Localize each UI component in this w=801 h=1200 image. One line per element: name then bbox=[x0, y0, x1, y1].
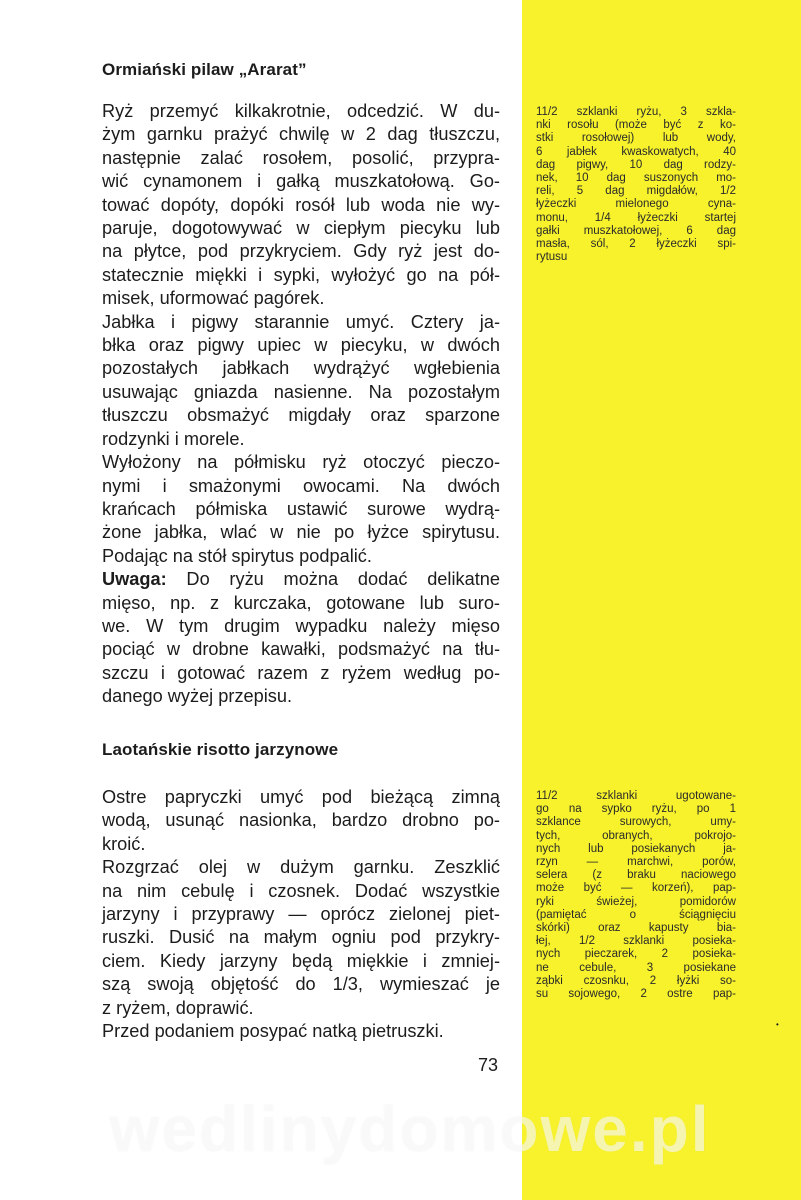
ingredient-line: selera (z braku naciowego bbox=[536, 869, 736, 882]
ingredient-line: dag pigwy, 10 dag rodzy- bbox=[536, 158, 736, 171]
text-line: żym garnku prażyć chwilę w 2 dag tłuszczu, bbox=[102, 124, 500, 145]
ingredient-line: 11/2 szklanki ugotowane- bbox=[536, 790, 736, 802]
text-line: ruszki. Dusić na małym ogniu pod przykry- bbox=[102, 927, 500, 948]
ingredient-line: łyżeczki mielonego cyna- bbox=[536, 198, 736, 211]
ingredient-line: stki rosołowej) lub wody, bbox=[536, 132, 736, 145]
text-line: Jabłka i pigwy starannie umyć. Cztery ja- bbox=[102, 311, 500, 332]
text-line: następnie zalać rosołem, posolić, przypra- bbox=[102, 147, 500, 168]
ingredient-line: może być — korzeń), pap- bbox=[536, 882, 736, 895]
ingredient-line: go na sypko ryżu, po 1 bbox=[536, 803, 736, 816]
text-line: żone jabłka, wlać w nie po łyżce spirytusu. bbox=[102, 522, 500, 543]
ingredient-line: nych pieczarek, 2 posieka- bbox=[536, 948, 736, 961]
recipe-body-ararat bbox=[102, 100, 500, 709]
ingredient-line: (pamiętać o ściągnięciu bbox=[536, 908, 736, 921]
ingredient-line: monu, 1/4 łyżeczki startej bbox=[536, 211, 736, 224]
text-line: paruje, dogotowywać w ciepłym piecyku lub bbox=[102, 218, 500, 239]
text-line: błka oraz pigwy upiec w piecyku, w dwóch bbox=[102, 335, 500, 356]
ingredient-line: gałki muszkatołowej, 6 dag bbox=[536, 224, 736, 237]
text-line: na płytce, pod przykryciem. Gdy ryż jest do- bbox=[102, 241, 500, 262]
ingredient-line: 6 jabłek kwaskowatych, 40 bbox=[536, 145, 736, 158]
text-line: danego wyżej przepisu. bbox=[102, 686, 293, 707]
text-line: statecznie miękki i sypki, wyłożyć go na pół- bbox=[102, 264, 500, 285]
text-line: z ryżem, doprawić. bbox=[102, 997, 254, 1018]
ingredient-line: skórki) oraz kapusty bia- bbox=[536, 922, 736, 935]
text-line: nymi i smażonymi owocami. Na dwóch bbox=[102, 475, 500, 496]
watermark: wedlinydomowe.pl bbox=[109, 1093, 711, 1165]
text-line: wić cynamonem i gałką muszkatołową. Go- bbox=[102, 171, 500, 192]
text-line: Wyłożony na półmisku ryż otoczyć pieczo- bbox=[102, 452, 500, 473]
ingredient-line: ne cebule, 3 posiekane bbox=[536, 961, 736, 974]
text-line: Ostre papryczki umyć pod bieżącą zimną bbox=[102, 787, 500, 807]
recipe-body-risotto bbox=[102, 786, 500, 1043]
text-line: pociąć w drobne kawałki, podsmażyć na tłu- bbox=[102, 639, 500, 660]
page-number: 73 bbox=[478, 1055, 499, 1075]
text-line: ciem. Kiedy jarzyny będą miękkie i zmniej- bbox=[102, 950, 500, 971]
text-line: tować dopóty, dopóki rosół lub woda nie wy- bbox=[102, 194, 500, 215]
ingredient-line: 11/2 szklanki ryżu, 3 szkla- bbox=[536, 106, 736, 118]
ingredient-line: nki rosołu (może być z ko- bbox=[536, 119, 736, 132]
recipe-title-risotto: Laotańskie risotto jarzynowe bbox=[102, 740, 339, 759]
text-line: Podając na stół spirytus podpalić. bbox=[102, 545, 372, 566]
text-line: Ryż przemyć kilkakrotnie, odcedzić. W du- bbox=[102, 101, 500, 121]
text-line: tłuszczu obsmażyć migdały oraz sparzone bbox=[102, 405, 500, 426]
ingredient-line: szklance surowych, umy- bbox=[536, 816, 736, 829]
text-line: kroić. bbox=[102, 833, 146, 854]
text-line: wodą, usunąć nasionka, bardzo drobno po- bbox=[102, 810, 500, 831]
text-line: szczu i gotować razem z ryżem według po- bbox=[102, 662, 500, 683]
ingredient-line: masła, sól, 2 łyżeczki spi- bbox=[536, 238, 736, 251]
ingredient-line: nych lub posiekanych ja- bbox=[536, 842, 736, 855]
text-line: szą swoją objętość do 1/3, wymieszać je bbox=[102, 974, 500, 995]
note-text: Do ryżu można dodać delikatne bbox=[166, 569, 500, 590]
note-first-line bbox=[102, 568, 500, 591]
text-line: pozostałych jabłkach wydrążyć wgłebienia bbox=[102, 358, 500, 379]
ingredient-line: nek, 10 dag suszonych mo- bbox=[536, 172, 736, 185]
text-line: usuwając gniazda nasienne. Na pozostałym bbox=[102, 381, 500, 402]
text-line: krańcach półmiska ustawić surowe wydrą- bbox=[102, 498, 500, 519]
text-line: na nim cebulę i czosnek. Dodać wszystkie bbox=[102, 880, 500, 901]
text-line: Rozgrzać olej w dużym garnku. Zeszklić bbox=[102, 857, 500, 878]
ingredients-list-risotto bbox=[536, 790, 736, 1001]
ingredient-line: reli, 5 dag migdałów, 1/2 bbox=[536, 185, 736, 198]
text-line: misek, uformować pagórek. bbox=[102, 288, 325, 309]
note-label: Uwaga: bbox=[102, 569, 167, 590]
ingredient-line: rytusu bbox=[536, 251, 568, 264]
margin-dot: • bbox=[776, 1020, 779, 1029]
recipe-title-ararat: Ormiański pilaw „Ararat” bbox=[102, 60, 307, 79]
ingredient-line: ryki świeżej, pomidorów bbox=[536, 895, 736, 908]
text-line: mięso, np. z kurczaka, gotowane lub suro- bbox=[102, 592, 500, 613]
ingredients-list-ararat bbox=[536, 106, 736, 264]
ingredient-line: tych, obranych, pokrojo- bbox=[536, 829, 736, 842]
ingredient-line: rzyn — marchwi, porów, bbox=[536, 856, 736, 869]
text-line: jarzyny i przyprawy — oprócz zielonej piet- bbox=[102, 904, 500, 925]
text-line: rodzynki i morele. bbox=[102, 428, 245, 449]
ingredient-line: su sojowego, 2 ostre pap- bbox=[536, 988, 736, 1001]
ingredient-line: łej, 1/2 szklanki posieka- bbox=[536, 935, 736, 948]
text-line: we. W tym drugim wypadku należy mięso bbox=[102, 615, 500, 636]
text-line: Przed podaniem posypać natką pietruszki. bbox=[102, 1021, 444, 1042]
ingredient-line: ząbki czosnku, 2 łyżki so- bbox=[536, 974, 736, 987]
